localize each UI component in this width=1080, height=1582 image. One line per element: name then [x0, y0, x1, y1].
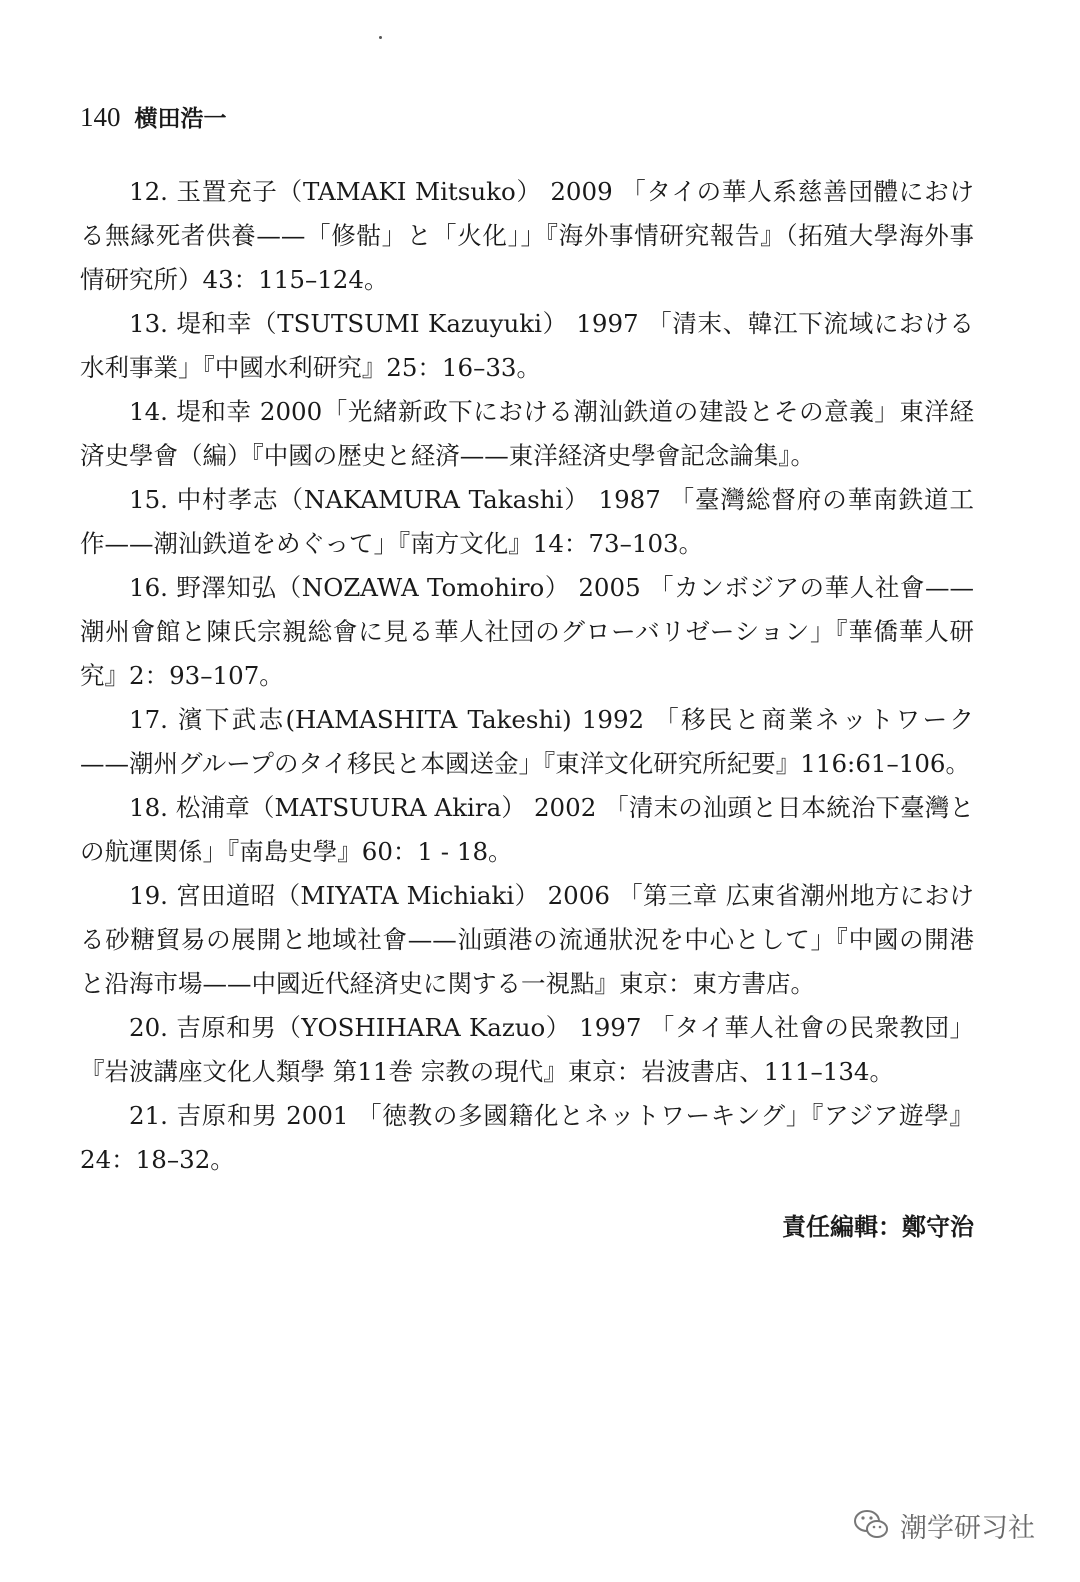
reference-entry: 18. 松浦章（MATSUURA Akira） 2002 「清末の汕頭と日本統治下臺灣との航運関係」『南島史學』60：1 - 18。: [80, 793, 974, 866]
reference-entry: 15. 中村孝志（NAKAMURA Takashi） 1987 「臺灣総督府の華南鉄道工作——潮汕鉄道をめぐって」『南方文化』14：73–103。: [80, 485, 974, 558]
page-header: [80, 100, 227, 133]
reference-entry: 17. 濱下武志(HAMASHITA Takeshi) 1992 「移民と商業ネットワーク——潮州グループのタイ移民と本國送金」『東洋文化研究所紀要』116:61–106。: [80, 705, 974, 778]
reference-entry: 19. 宮田道昭（MIYATA Michiaki） 2006 「第三章 広東省潮州地方における砂糖貿易の展開と地域社會——汕頭港の流通狀況を中心として」『中國の開港と沿海市場——中國近代経済史に関する一視點』東京：東方書店。: [80, 881, 974, 998]
reference-entry: 13. 堤和幸（TSUTSUMI Kazuyuki） 1997 「清末、韓江下流域における水利事業」『中國水利研究』25：16–33。: [80, 309, 974, 382]
reference-list: [80, 170, 974, 1182]
reference-entry: 14. 堤和幸 2000「光緒新政下における潮汕鉄道の建設とその意義」東洋経済史學會（編）『中國の歴史と経済——東洋経済史學會記念論集』。: [80, 397, 974, 470]
running-author: 横田浩一: [134, 105, 227, 132]
reference-entry: 12. 玉置充子（TAMAKI Mitsuko） 2009 「タイの華人系慈善団體における無縁死者供養——「修骷」と「火化」」『海外事情研究報告』（拓殖大學海外事情研究所）43：115–124。: [80, 177, 974, 294]
page-number: 140: [80, 102, 121, 132]
reference-entry: 16. 野澤知弘（NOZAWA Tomohiro） 2005 「カンボジアの華人社會——潮州會館と陳氏宗親総會に見る華人社団のグローバリゼーション」『華僑華人研究』2：93–107。: [80, 573, 974, 690]
scan-speck: [379, 36, 382, 39]
reference-entry: 21. 吉原和男 2001 「徳教の多國籍化とネットワーキング」『アジア遊學』24：18–32。: [80, 1101, 974, 1174]
reference-entry: 20. 吉原和男（YOSHIHARA Kazuo） 1997 「タイ華人社會の民衆教団」『岩波講座文化人類學 第11巻 宗教の現代』東京：岩波書店、111–134。: [80, 1013, 974, 1086]
watermark: [852, 1505, 1035, 1545]
wechat-icon: [852, 1505, 892, 1545]
watermark-text: 潮学研习社: [900, 1512, 1035, 1544]
editor-credit: 責任編輯：鄭守治: [782, 1212, 974, 1241]
